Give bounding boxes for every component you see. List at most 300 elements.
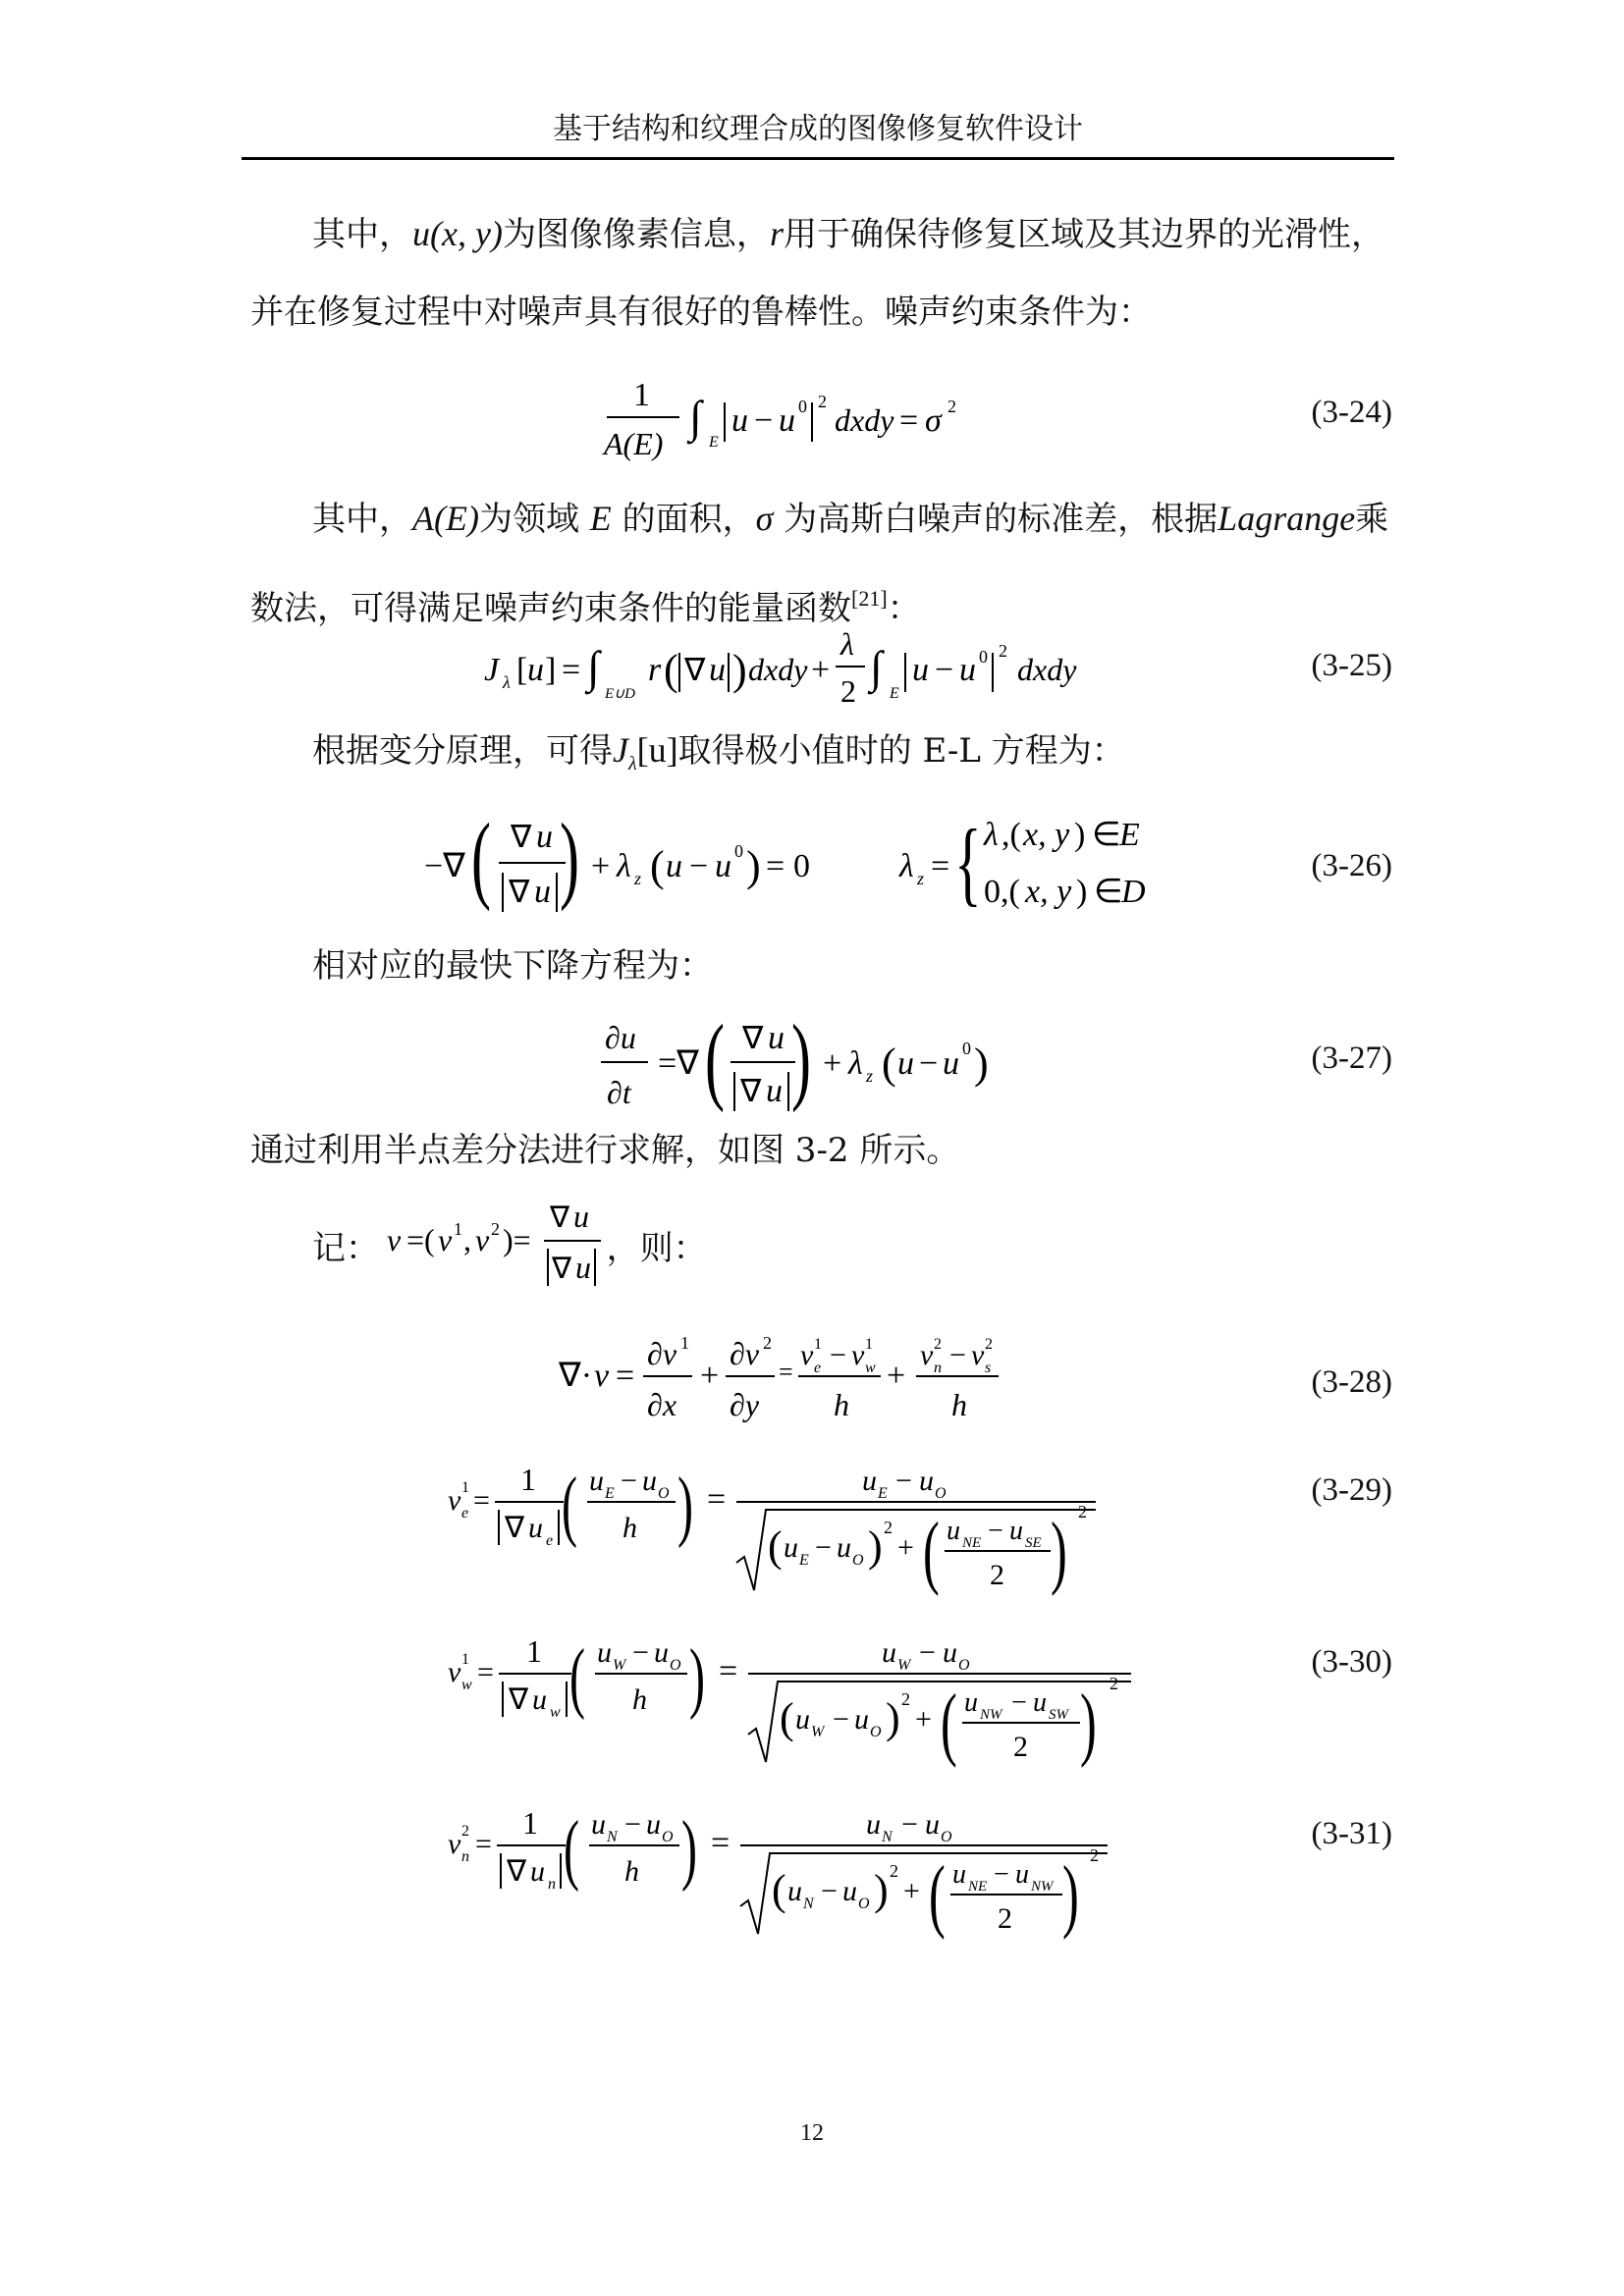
svg-text:v: v	[971, 1339, 985, 1371]
equation-number: (3-30)	[1311, 1644, 1392, 1680]
svg-text:2: 2	[947, 397, 956, 416]
svg-text:h: h	[623, 1512, 637, 1544]
svg-text:λ: λ	[840, 626, 854, 662]
svg-text:(: (	[882, 1040, 896, 1088]
svg-text:u: u	[925, 1808, 940, 1841]
svg-text:u: u	[575, 1250, 591, 1285]
svg-text:): )	[1062, 1847, 1079, 1941]
svg-text:u: u	[854, 1703, 869, 1735]
equation-number: (3-29)	[1311, 1472, 1392, 1508]
svg-text:−∇: −∇	[424, 848, 465, 884]
svg-text:∈: ∈	[1092, 817, 1121, 853]
svg-text:2: 2	[840, 673, 856, 709]
svg-text:∇: ∇	[505, 1512, 525, 1544]
svg-text:∂t: ∂t	[607, 1075, 631, 1110]
svg-text:NW: NW	[1031, 1879, 1054, 1895]
svg-text:+: +	[700, 1358, 720, 1394]
svg-text:2: 2	[461, 1823, 469, 1840]
svg-text:(: (	[780, 1694, 794, 1742]
svg-text:0: 0	[962, 1039, 971, 1058]
text-run: 为领域	[478, 500, 579, 539]
svg-text:∇: ∇	[507, 1855, 527, 1888]
svg-text:+: +	[897, 1531, 914, 1564]
svg-text:N: N	[607, 1829, 618, 1845]
svg-text:v: v	[448, 1828, 461, 1860]
svg-text:s: s	[985, 1360, 992, 1376]
svg-text:λ: λ	[848, 1045, 863, 1082]
text-run: 记：	[312, 1229, 379, 1268]
svg-text:−: −	[689, 848, 709, 884]
text-run: 为图像像素信息，	[502, 215, 770, 254]
svg-text:NW: NW	[980, 1707, 1002, 1723]
svg-text:W: W	[613, 1657, 626, 1674]
svg-text:=(: =(	[406, 1222, 435, 1257]
svg-text:∇·: ∇·	[559, 1358, 593, 1394]
svg-text:u: u	[532, 1683, 547, 1716]
svg-text:n: n	[461, 1848, 469, 1865]
svg-text:(: (	[705, 1004, 725, 1113]
svg-text:−: −	[1011, 1687, 1027, 1718]
svg-text:u: u	[1033, 1687, 1047, 1718]
svg-text:λ: λ	[899, 848, 914, 884]
svg-text:e: e	[461, 1505, 469, 1522]
svg-text:∫: ∫	[587, 642, 600, 692]
svg-text:(: (	[941, 1676, 957, 1769]
svg-text:=: =	[766, 848, 785, 884]
svg-text:{: {	[954, 811, 982, 916]
svg-text:O: O	[870, 1724, 882, 1740]
svg-text:2: 2	[1013, 1731, 1028, 1763]
svg-text:−: −	[624, 1808, 641, 1841]
svg-text:u: u	[731, 402, 748, 439]
svg-text:v: v	[448, 1484, 461, 1517]
page-footer	[0, 2120, 1624, 2147]
svg-text:(: (	[650, 842, 665, 890]
svg-text:2: 2	[763, 1333, 772, 1353]
svg-text:v: v	[448, 1656, 461, 1688]
svg-text:−: −	[994, 1859, 1009, 1890]
svg-text:2: 2	[934, 1336, 942, 1353]
svg-text:O: O	[958, 1657, 970, 1674]
svg-text:−: −	[895, 1465, 912, 1497]
svg-text:−: −	[815, 1531, 832, 1564]
svg-text:=: =	[719, 1653, 738, 1689]
svg-text:v: v	[438, 1222, 453, 1257]
svg-text:h: h	[624, 1855, 639, 1888]
svg-text:0: 0	[793, 848, 810, 884]
svg-text:1: 1	[526, 1633, 542, 1669]
svg-text:+: +	[591, 848, 611, 884]
svg-text:0,(: 0,(	[984, 874, 1020, 910]
svg-text:w: w	[865, 1360, 876, 1376]
text-run: 取得极小值时的 E-L 方程为：	[677, 731, 1125, 771]
text-run: 根据变分原理，可得	[312, 731, 613, 771]
svg-text:v: v	[800, 1339, 814, 1371]
paragraph-4	[250, 579, 1389, 628]
paragraph-5	[312, 730, 1451, 783]
svg-text:u: u	[842, 1875, 857, 1907]
svg-text:(: (	[569, 1633, 585, 1722]
svg-text:u: u	[666, 848, 682, 884]
svg-text:λ: λ	[503, 672, 511, 692]
svg-text:u: u	[943, 1636, 957, 1669]
svg-text:u: u	[589, 1465, 604, 1497]
svg-text:2: 2	[1078, 1502, 1087, 1522]
svg-text:1: 1	[454, 1219, 462, 1239]
svg-text:dxdy: dxdy	[835, 402, 894, 438]
svg-text:∇: ∇	[684, 652, 706, 687]
equation-3-24	[599, 368, 972, 470]
svg-text:u: u	[784, 1531, 798, 1564]
svg-text:): )	[746, 842, 761, 890]
svg-text:u: u	[597, 1636, 612, 1669]
svg-text:[: [	[516, 652, 528, 688]
svg-text:0: 0	[798, 397, 807, 416]
equation-number: (3-26)	[1311, 848, 1392, 883]
svg-text:n: n	[548, 1876, 556, 1893]
svg-text:−: −	[833, 1703, 849, 1735]
text-run: 乘	[1355, 500, 1389, 539]
svg-text:u: u	[837, 1531, 851, 1564]
svg-text:u: u	[862, 1465, 877, 1497]
svg-text:dxdy: dxdy	[748, 652, 808, 687]
svg-text:0: 0	[979, 647, 988, 667]
svg-text:v: v	[851, 1339, 865, 1371]
paragraph-3	[312, 499, 1451, 539]
svg-text:): )	[1076, 874, 1088, 910]
svg-text:2: 2	[985, 1336, 993, 1353]
svg-text:∇: ∇	[550, 1201, 570, 1234]
svg-text:z: z	[866, 1066, 874, 1086]
svg-text:w: w	[461, 1677, 472, 1693]
svg-text:=: =	[616, 1358, 635, 1394]
svg-text:x, y: x, y	[1025, 874, 1072, 910]
svg-text:): )	[560, 803, 579, 912]
inline-math: J	[613, 730, 628, 770]
equation-number: (3-25)	[1311, 648, 1392, 683]
svg-text:u: u	[646, 1808, 661, 1841]
svg-text:NE: NE	[968, 1879, 988, 1895]
svg-text:∂x: ∂x	[647, 1387, 677, 1422]
svg-text:(: (	[471, 803, 491, 912]
svg-text:w: w	[550, 1704, 561, 1721]
svg-text:e: e	[546, 1532, 554, 1549]
svg-text:−: −	[754, 402, 774, 439]
inline-math: Lagrange	[1218, 499, 1356, 538]
svg-text:=: =	[477, 1656, 494, 1688]
svg-text:u: u	[527, 652, 544, 688]
svg-text:u: u	[766, 1073, 783, 1109]
svg-text:+: +	[811, 652, 831, 688]
svg-text:1: 1	[633, 377, 650, 413]
svg-text:u: u	[959, 652, 976, 688]
svg-text:x, y: x, y	[1023, 817, 1070, 853]
svg-text:): )	[677, 1462, 693, 1550]
svg-text:1: 1	[461, 1651, 469, 1668]
svg-text:J: J	[484, 652, 500, 688]
svg-text:u: u	[947, 1516, 960, 1546]
svg-text:u: u	[768, 1020, 785, 1056]
svg-text:E: E	[709, 434, 719, 451]
svg-text:u: u	[897, 1045, 914, 1082]
svg-text:u: u	[654, 1636, 669, 1669]
svg-text:(: (	[564, 1805, 579, 1894]
svg-text:2: 2	[998, 1902, 1012, 1935]
svg-text:h: h	[632, 1683, 647, 1716]
svg-text:]: ]	[545, 652, 557, 688]
svg-text:u: u	[779, 402, 795, 439]
svg-text:O: O	[941, 1829, 952, 1845]
svg-text:2: 2	[999, 641, 1007, 661]
svg-text:2: 2	[1110, 1674, 1118, 1693]
running-header	[242, 110, 1394, 160]
svg-text:W: W	[897, 1657, 911, 1674]
svg-text:O: O	[935, 1485, 947, 1502]
svg-text:0: 0	[734, 841, 743, 861]
svg-text:): )	[681, 1805, 697, 1894]
svg-text:u: u	[882, 1636, 896, 1669]
svg-text:O: O	[858, 1896, 870, 1912]
svg-text:1: 1	[522, 1805, 538, 1841]
svg-text:E∪D: E∪D	[605, 686, 635, 702]
equation-number: (3-31)	[1311, 1816, 1392, 1851]
svg-text:N: N	[803, 1896, 814, 1912]
svg-text:)=: )=	[503, 1222, 531, 1257]
svg-text:+: +	[823, 1045, 842, 1082]
svg-text:,: ,	[463, 1222, 471, 1257]
svg-text:): )	[874, 1866, 889, 1914]
equation-number: (3-24)	[1311, 395, 1392, 430]
text-run: 并在修复过程中对噪声具有很好的鲁棒性。噪声约束条件为：	[250, 293, 1152, 332]
equation-3-27	[599, 1001, 989, 1133]
svg-text:N: N	[882, 1829, 893, 1845]
svg-text:E: E	[1119, 817, 1140, 853]
svg-text:): )	[689, 1633, 705, 1722]
svg-text:−: −	[621, 1465, 637, 1497]
svg-text:(: (	[923, 1504, 940, 1597]
paragraph-1	[312, 214, 1451, 254]
svg-text:∇: ∇	[742, 1020, 764, 1055]
svg-text:=: =	[931, 848, 950, 884]
svg-text:u: u	[964, 1687, 978, 1718]
svg-text:∂v: ∂v	[647, 1336, 677, 1371]
svg-text:E: E	[799, 1552, 809, 1569]
svg-text:): )	[868, 1522, 883, 1571]
svg-text:u: u	[573, 1199, 589, 1234]
svg-text:(: (	[562, 1462, 577, 1550]
svg-text:2: 2	[1090, 1845, 1099, 1865]
svg-text:u: u	[530, 1855, 545, 1888]
svg-text:−: −	[949, 1339, 966, 1371]
svg-text:): )	[886, 1694, 900, 1742]
inline-math: E	[589, 499, 612, 538]
inline-math: σ	[755, 499, 774, 538]
svg-text:1: 1	[814, 1336, 822, 1353]
paragraph-6	[312, 946, 1451, 986]
text-run: 数法，可得满足噪声约束条件的能量函数	[250, 589, 851, 628]
citation-ref: [21]	[851, 586, 888, 611]
svg-text:v: v	[475, 1222, 490, 1257]
paragraph-2	[250, 293, 1389, 332]
svg-text:−: −	[988, 1516, 1003, 1546]
svg-text:=: =	[779, 1358, 793, 1386]
svg-text:u: u	[919, 1465, 934, 1497]
svg-text:1: 1	[680, 1333, 689, 1353]
svg-text:λ: λ	[984, 817, 999, 853]
inline-math-subscript: λ	[627, 753, 637, 774]
svg-text:u: u	[534, 874, 551, 910]
svg-text:u: u	[709, 652, 726, 688]
svg-text:,(: ,(	[1001, 817, 1021, 853]
svg-text:=∇: =∇	[658, 1045, 699, 1082]
equation-3-31	[444, 1796, 1131, 1948]
svg-text:1: 1	[520, 1462, 536, 1497]
svg-text:dxdy: dxdy	[1017, 652, 1077, 687]
svg-text:=: =	[473, 1484, 490, 1517]
svg-text:h: h	[951, 1387, 967, 1422]
svg-text:e: e	[814, 1360, 822, 1376]
svg-text:∇: ∇	[740, 1073, 762, 1108]
svg-text:): )	[732, 646, 747, 694]
svg-text:=: =	[562, 652, 581, 688]
svg-text:u: u	[536, 819, 553, 855]
svg-text:h: h	[834, 1387, 849, 1422]
svg-text:A(E): A(E)	[604, 426, 664, 461]
svg-text:z: z	[634, 869, 642, 888]
svg-text:D: D	[1121, 874, 1146, 910]
equation-number: (3-28)	[1311, 1364, 1392, 1400]
inline-math: r	[769, 214, 784, 253]
svg-text:=: =	[711, 1825, 731, 1861]
svg-text:−: −	[919, 1045, 939, 1082]
svg-text:z: z	[917, 869, 925, 888]
svg-text:∂v: ∂v	[730, 1336, 760, 1371]
svg-text:u: u	[952, 1859, 966, 1890]
svg-text:∫: ∫	[689, 392, 702, 442]
svg-text:v: v	[920, 1339, 934, 1371]
svg-text:u: u	[642, 1465, 657, 1497]
svg-text:SE: SE	[1025, 1535, 1042, 1551]
text-run: 通过利用半点差分法进行求解，如图 3-2 所示。	[250, 1131, 960, 1170]
svg-text:O: O	[852, 1552, 864, 1569]
svg-text:): )	[974, 1040, 989, 1088]
svg-text:u: u	[591, 1808, 606, 1841]
svg-text:NE: NE	[962, 1535, 982, 1551]
equation-number: (3-27)	[1311, 1041, 1392, 1076]
svg-text:u: u	[912, 652, 929, 688]
svg-text:1: 1	[461, 1479, 469, 1496]
text-run: 为高斯白噪声的标准差，根据	[784, 500, 1218, 539]
text-run: ：	[887, 589, 921, 628]
inline-math: u(x, y)	[412, 214, 503, 253]
svg-text:(: (	[768, 1522, 783, 1571]
svg-text:∇: ∇	[552, 1253, 572, 1285]
svg-text:u: u	[787, 1875, 802, 1907]
equation-3-28	[555, 1325, 1016, 1437]
svg-text:): )	[1080, 1676, 1097, 1769]
svg-text:E: E	[890, 685, 899, 702]
svg-text:O: O	[658, 1485, 670, 1502]
equation-3-25	[479, 623, 1088, 716]
svg-text:∈: ∈	[1094, 874, 1123, 910]
text-run: 用于确保待修复区域及其边界的光滑性，	[783, 215, 1384, 254]
svg-text:): )	[1051, 1504, 1067, 1597]
text-run: 的面积，	[622, 500, 756, 539]
inline-math: A(E)	[412, 499, 479, 538]
text-run: ，则：	[606, 1229, 707, 1268]
svg-text:r: r	[648, 652, 662, 688]
svg-text:σ: σ	[925, 402, 942, 439]
svg-text:1: 1	[865, 1336, 873, 1353]
inline-math: [u]	[636, 730, 678, 770]
svg-text:u: u	[866, 1808, 881, 1841]
text-run: 其中，	[312, 500, 412, 539]
svg-text:∂u: ∂u	[605, 1020, 636, 1055]
svg-text:+: +	[903, 1875, 920, 1907]
svg-text:=: =	[475, 1828, 492, 1860]
svg-text:2: 2	[491, 1219, 500, 1239]
svg-text:∇: ∇	[511, 819, 532, 854]
text-run: 其中，	[312, 215, 412, 254]
svg-text:u: u	[528, 1512, 543, 1544]
svg-text:v: v	[387, 1222, 402, 1257]
svg-text:E: E	[605, 1485, 615, 1502]
svg-text:SW: SW	[1049, 1707, 1068, 1723]
svg-text:u: u	[1015, 1859, 1029, 1890]
svg-text:): )	[791, 1004, 811, 1113]
header-title: 基于结构和纹理合成的图像修复软件设计	[553, 112, 1083, 146]
svg-text:2: 2	[901, 1689, 910, 1709]
svg-text:2: 2	[818, 392, 827, 411]
svg-text:u: u	[795, 1703, 810, 1735]
svg-text:+: +	[915, 1703, 932, 1735]
svg-text:u: u	[1009, 1516, 1023, 1546]
svg-text:−: −	[935, 652, 954, 688]
svg-text:W: W	[811, 1724, 825, 1740]
text-run: 相对应的最快下降方程为：	[312, 946, 713, 986]
svg-text:v: v	[594, 1358, 610, 1394]
svg-text:−: −	[830, 1339, 846, 1371]
equation-3-29	[444, 1453, 1111, 1604]
svg-text:n: n	[934, 1360, 942, 1376]
inline-definition-v	[385, 1200, 611, 1302]
svg-text:(: (	[929, 1847, 946, 1941]
svg-text:+: +	[887, 1358, 906, 1394]
svg-text:∂y: ∂y	[730, 1387, 760, 1422]
svg-text:O: O	[662, 1829, 674, 1845]
svg-text:u: u	[943, 1045, 959, 1082]
svg-text:2: 2	[890, 1861, 898, 1881]
svg-text:O: O	[670, 1657, 681, 1674]
svg-text:∇: ∇	[509, 874, 530, 909]
svg-text:−: −	[632, 1636, 649, 1669]
svg-text:∫: ∫	[870, 642, 883, 692]
svg-text:=: =	[707, 1481, 727, 1518]
svg-text:(: (	[664, 646, 678, 694]
svg-text:E: E	[878, 1485, 888, 1502]
svg-text:λ: λ	[617, 848, 631, 884]
equation-3-30	[444, 1625, 1151, 1776]
equation-3-26	[422, 800, 1168, 932]
svg-text:−: −	[821, 1875, 838, 1907]
svg-text:−: −	[919, 1636, 936, 1669]
svg-text:−: −	[901, 1808, 918, 1841]
svg-text:2: 2	[990, 1559, 1004, 1591]
svg-text:u: u	[715, 848, 731, 884]
svg-text:): )	[1074, 817, 1086, 853]
page-number: 12	[800, 2120, 824, 2146]
svg-text:=: =	[899, 402, 919, 439]
